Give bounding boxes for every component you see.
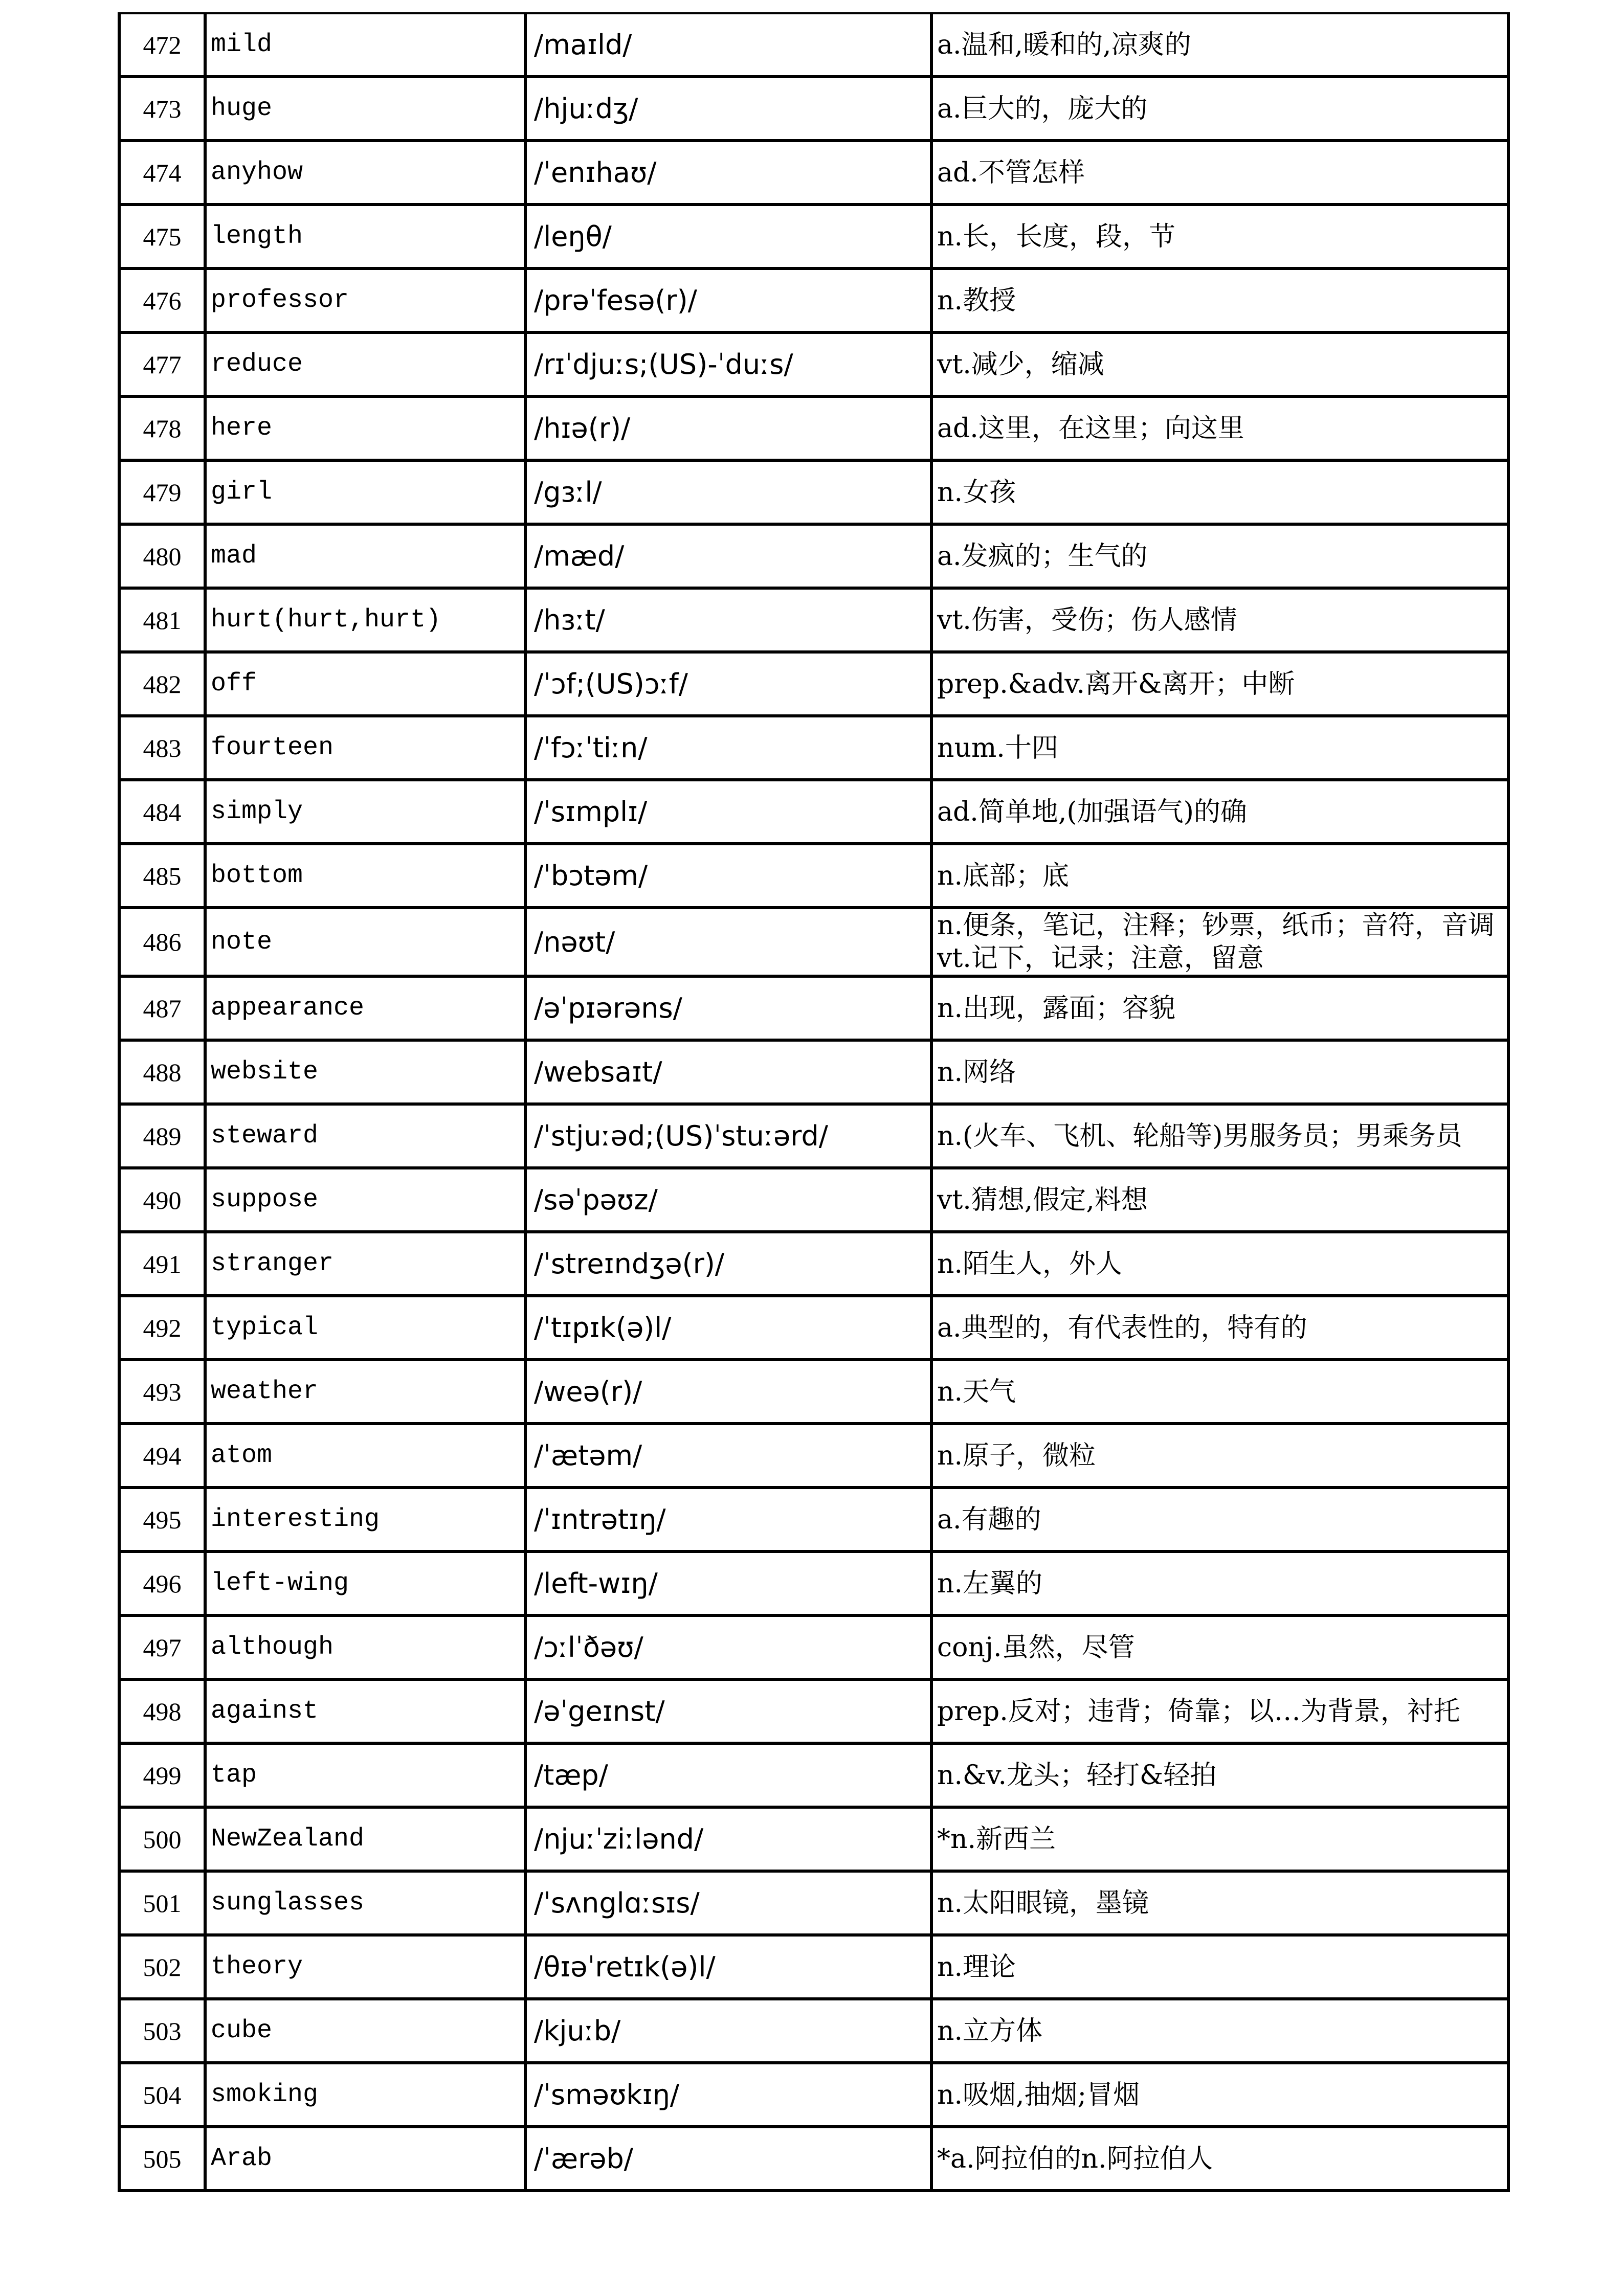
entry-number: 492	[119, 1296, 205, 1360]
definition-line: n.陌生人，外人	[937, 1248, 1123, 1279]
entry-phonetic: /nəʊt/	[525, 908, 931, 976]
table-row	[119, 1104, 1508, 1168]
entry-number: 494	[119, 1424, 205, 1488]
entry-word: tap	[205, 1743, 525, 1807]
entry-definition	[931, 1999, 1508, 2063]
entry-word: simply	[205, 780, 525, 844]
definition-line: a.有趣的	[937, 1504, 1041, 1535]
entry-number: 488	[119, 1040, 205, 1104]
entry-number: 502	[119, 1935, 205, 1999]
entry-definition	[931, 780, 1508, 844]
entry-phonetic: /ˈsməʊkɪŋ/	[525, 2063, 931, 2127]
entry-definition	[931, 1743, 1508, 1807]
definition-line: vt.记下，记录；注意，留意	[937, 943, 1264, 974]
table-row	[119, 716, 1508, 780]
definition-line: vt.猜想,假定,料想	[937, 1184, 1148, 1215]
entry-number: 490	[119, 1168, 205, 1232]
entry-word: off	[205, 652, 525, 716]
definition-line: ad.简单地,(加强语气)的确	[937, 796, 1247, 827]
table-row	[119, 396, 1508, 460]
entry-word: mad	[205, 524, 525, 588]
entry-phonetic: /ˈɪntrətɪŋ/	[525, 1488, 931, 1551]
table-row	[119, 844, 1508, 908]
table-row	[119, 2063, 1508, 2127]
entry-definition	[931, 1807, 1508, 1871]
entry-number: 503	[119, 1999, 205, 2063]
definition-line: ad.这里，在这里；向这里	[937, 413, 1244, 444]
definition-line: a.温和,暖和的,凉爽的	[937, 29, 1191, 60]
entry-word: although	[205, 1615, 525, 1679]
definition-line: num.十四	[937, 732, 1058, 763]
table-row	[119, 13, 1508, 77]
entry-word: Arab	[205, 2127, 525, 2191]
entry-definition	[931, 1360, 1508, 1424]
definition-line: *a.阿拉伯的n.阿拉伯人	[937, 2143, 1213, 2174]
table-row	[119, 908, 1508, 976]
definition-line: ad.不管怎样	[937, 157, 1085, 188]
definition-line: n.教授	[937, 285, 1016, 316]
entry-phonetic: /kjuːb/	[525, 1999, 931, 2063]
entry-definition	[931, 1232, 1508, 1296]
entry-definition	[931, 1168, 1508, 1232]
entry-definition	[931, 976, 1508, 1040]
entry-definition	[931, 908, 1508, 976]
entry-phonetic: /əˈgeɪnst/	[525, 1679, 931, 1743]
entry-definition	[931, 1679, 1508, 1743]
entry-word: weather	[205, 1360, 525, 1424]
entry-number: 485	[119, 844, 205, 908]
definition-line: prep.&adv.离开&离开；中断	[937, 668, 1295, 700]
entry-word: fourteen	[205, 716, 525, 780]
entry-definition	[931, 141, 1508, 205]
definition-line: prep.反对；违背；倚靠；以…为背景，衬托	[937, 1696, 1460, 1727]
table-row	[119, 460, 1508, 524]
entry-phonetic: /weə(r)/	[525, 1360, 931, 1424]
entry-phonetic: /ˈsʌnglɑːsɪs/	[525, 1871, 931, 1935]
entry-word: against	[205, 1679, 525, 1743]
entry-definition	[931, 13, 1508, 77]
table-row	[119, 77, 1508, 141]
entry-number: 491	[119, 1232, 205, 1296]
entry-phonetic: /hɜːt/	[525, 588, 931, 652]
table-row	[119, 976, 1508, 1040]
entry-definition	[931, 1615, 1508, 1679]
entry-definition	[931, 1296, 1508, 1360]
entry-phonetic: /left-wɪŋ/	[525, 1551, 931, 1615]
entry-definition	[931, 2127, 1508, 2191]
definition-line: conj.虽然，尽管	[937, 1632, 1135, 1663]
definition-line: n.理论	[937, 1951, 1016, 1983]
entry-word: atom	[205, 1424, 525, 1488]
table-row	[119, 205, 1508, 268]
entry-phonetic: /ˈfɔːˈtiːn/	[525, 716, 931, 780]
entry-phonetic: /ɔːlˈðəʊ/	[525, 1615, 931, 1679]
entry-phonetic: /səˈpəʊz/	[525, 1168, 931, 1232]
entry-phonetic: /ˈstjuːəd;(US)ˈstuːərd/	[525, 1104, 931, 1168]
entry-number: 497	[119, 1615, 205, 1679]
entry-word: hurt(hurt,hurt)	[205, 588, 525, 652]
entry-number: 489	[119, 1104, 205, 1168]
entry-number: 499	[119, 1743, 205, 1807]
definition-line: vt.伤害，受伤；伤人感情	[937, 604, 1237, 636]
entry-word: steward	[205, 1104, 525, 1168]
entry-definition	[931, 1040, 1508, 1104]
entry-phonetic: /hɪə(r)/	[525, 396, 931, 460]
table-row	[119, 1360, 1508, 1424]
entry-phonetic: /maɪld/	[525, 13, 931, 77]
definition-line: a.巨大的，庞大的	[937, 93, 1148, 124]
entry-phonetic: /ˈærəb/	[525, 2127, 931, 2191]
definition-line: a.发疯的；生气的	[937, 541, 1148, 572]
entry-number: 481	[119, 588, 205, 652]
vocabulary-table	[118, 12, 1510, 2192]
entry-phonetic: /ˈbɔtəm/	[525, 844, 931, 908]
entry-phonetic: /websaɪt/	[525, 1040, 931, 1104]
definition-line: n.左翼的	[937, 1568, 1043, 1599]
entry-number: 495	[119, 1488, 205, 1551]
vocabulary-table-body	[119, 13, 1508, 2191]
entry-number: 496	[119, 1551, 205, 1615]
definition-line: n.便条，笔记，注释；钞票，纸币；音符，音调	[937, 910, 1495, 941]
entry-word: here	[205, 396, 525, 460]
entry-number: 487	[119, 976, 205, 1040]
entry-number: 505	[119, 2127, 205, 2191]
definition-line: n.天气	[937, 1376, 1016, 1407]
definition-line: n.&v.龙头；轻打&轻拍	[937, 1760, 1217, 1791]
entry-definition	[931, 716, 1508, 780]
entry-number: 498	[119, 1679, 205, 1743]
entry-phonetic: /njuːˈziːlənd/	[525, 1807, 931, 1871]
entry-word: stranger	[205, 1232, 525, 1296]
entry-word: left-wing	[205, 1551, 525, 1615]
entry-word: typical	[205, 1296, 525, 1360]
entry-phonetic: /θɪəˈretɪk(ə)l/	[525, 1935, 931, 1999]
table-row	[119, 1040, 1508, 1104]
table-row	[119, 1488, 1508, 1551]
entry-phonetic: /ˈɔf;(US)ɔːf/	[525, 652, 931, 716]
entry-phonetic: /ˈstreɪndʒə(r)/	[525, 1232, 931, 1296]
entry-number: 477	[119, 332, 205, 396]
table-row	[119, 332, 1508, 396]
definition-line: n.太阳眼镜，墨镜	[937, 1887, 1149, 1919]
entry-definition	[931, 1871, 1508, 1935]
entry-definition	[931, 2063, 1508, 2127]
entry-phonetic: /gɜːl/	[525, 460, 931, 524]
entry-definition	[931, 1935, 1508, 1999]
entry-number: 483	[119, 716, 205, 780]
entry-number: 484	[119, 780, 205, 844]
table-row	[119, 1615, 1508, 1679]
table-row	[119, 1935, 1508, 1999]
definition-line: n.底部；底	[937, 860, 1070, 891]
entry-number: 475	[119, 205, 205, 268]
entry-number: 504	[119, 2063, 205, 2127]
entry-phonetic: /hjuːdʒ/	[525, 77, 931, 141]
table-row	[119, 780, 1508, 844]
definition-line: n.立方体	[937, 2015, 1043, 2046]
table-row	[119, 268, 1508, 332]
entry-word: bottom	[205, 844, 525, 908]
table-row	[119, 1168, 1508, 1232]
entry-word: smoking	[205, 2063, 525, 2127]
entry-definition	[931, 844, 1508, 908]
entry-word: length	[205, 205, 525, 268]
definition-line: a.典型的，有代表性的，特有的	[937, 1312, 1307, 1343]
entry-word: note	[205, 908, 525, 976]
entry-number: 480	[119, 524, 205, 588]
entry-number: 486	[119, 908, 205, 976]
table-row	[119, 1232, 1508, 1296]
table-row	[119, 1296, 1508, 1360]
definition-line: n.原子，微粒	[937, 1440, 1096, 1471]
table-row	[119, 524, 1508, 588]
entry-definition	[931, 396, 1508, 460]
entry-definition	[931, 1488, 1508, 1551]
entry-definition	[931, 77, 1508, 141]
entry-word: suppose	[205, 1168, 525, 1232]
entry-number: 479	[119, 460, 205, 524]
table-row	[119, 1424, 1508, 1488]
entry-phonetic: /tæp/	[525, 1743, 931, 1807]
entry-word: theory	[205, 1935, 525, 1999]
entry-word: website	[205, 1040, 525, 1104]
entry-word: NewZealand	[205, 1807, 525, 1871]
entry-number: 472	[119, 13, 205, 77]
entry-definition	[931, 1104, 1508, 1168]
entry-word: professor	[205, 268, 525, 332]
table-row	[119, 1551, 1508, 1615]
entry-number: 474	[119, 141, 205, 205]
entry-definition	[931, 1551, 1508, 1615]
entry-phonetic: /ˈætəm/	[525, 1424, 931, 1488]
entry-phonetic: /ˈsɪmplɪ/	[525, 780, 931, 844]
entry-number: 482	[119, 652, 205, 716]
entry-number: 500	[119, 1807, 205, 1871]
entry-number: 473	[119, 77, 205, 141]
entry-definition	[931, 652, 1508, 716]
definition-line: n.出现，露面；容貌	[937, 993, 1176, 1024]
definition-line: n.长，长度，段，节	[937, 221, 1176, 252]
entry-word: mild	[205, 13, 525, 77]
entry-definition	[931, 268, 1508, 332]
definition-line: vt.减少，缩减	[937, 349, 1104, 380]
entry-phonetic: /ˈenɪhaʊ/	[525, 141, 931, 205]
entry-word: appearance	[205, 976, 525, 1040]
entry-number: 493	[119, 1360, 205, 1424]
table-row	[119, 1807, 1508, 1871]
entry-number: 478	[119, 396, 205, 460]
entry-phonetic: /leŋθ/	[525, 205, 931, 268]
entry-phonetic: /əˈpɪərəns/	[525, 976, 931, 1040]
entry-word: girl	[205, 460, 525, 524]
entry-definition	[931, 588, 1508, 652]
entry-word: sunglasses	[205, 1871, 525, 1935]
definition-line: n.女孩	[937, 477, 1016, 508]
entry-number: 476	[119, 268, 205, 332]
table-row	[119, 1999, 1508, 2063]
entry-word: anyhow	[205, 141, 525, 205]
definition-line: n.吸烟,抽烟;冒烟	[937, 2079, 1140, 2110]
entry-phonetic: /prəˈfesə(r)/	[525, 268, 931, 332]
table-row	[119, 588, 1508, 652]
entry-phonetic: /mæd/	[525, 524, 931, 588]
table-row	[119, 2127, 1508, 2191]
definition-line: n.网络	[937, 1056, 1016, 1088]
entry-definition	[931, 205, 1508, 268]
entry-phonetic: /ˈtɪpɪk(ə)l/	[525, 1296, 931, 1360]
entry-phonetic: /rɪˈdjuːs;(US)-ˈduːs/	[525, 332, 931, 396]
entry-definition	[931, 524, 1508, 588]
entry-word: interesting	[205, 1488, 525, 1551]
entry-definition	[931, 332, 1508, 396]
entry-word: reduce	[205, 332, 525, 396]
entry-word: cube	[205, 1999, 525, 2063]
entry-number: 501	[119, 1871, 205, 1935]
table-row	[119, 141, 1508, 205]
table-row	[119, 1871, 1508, 1935]
table-row	[119, 652, 1508, 716]
entry-definition	[931, 1424, 1508, 1488]
entry-definition	[931, 460, 1508, 524]
definition-line: n.(火车、飞机、轮船等)男服务员；男乘务员	[937, 1120, 1462, 1152]
table-row	[119, 1679, 1508, 1743]
table-row	[119, 1743, 1508, 1807]
entry-word: huge	[205, 77, 525, 141]
definition-line: *n.新西兰	[937, 1824, 1056, 1855]
